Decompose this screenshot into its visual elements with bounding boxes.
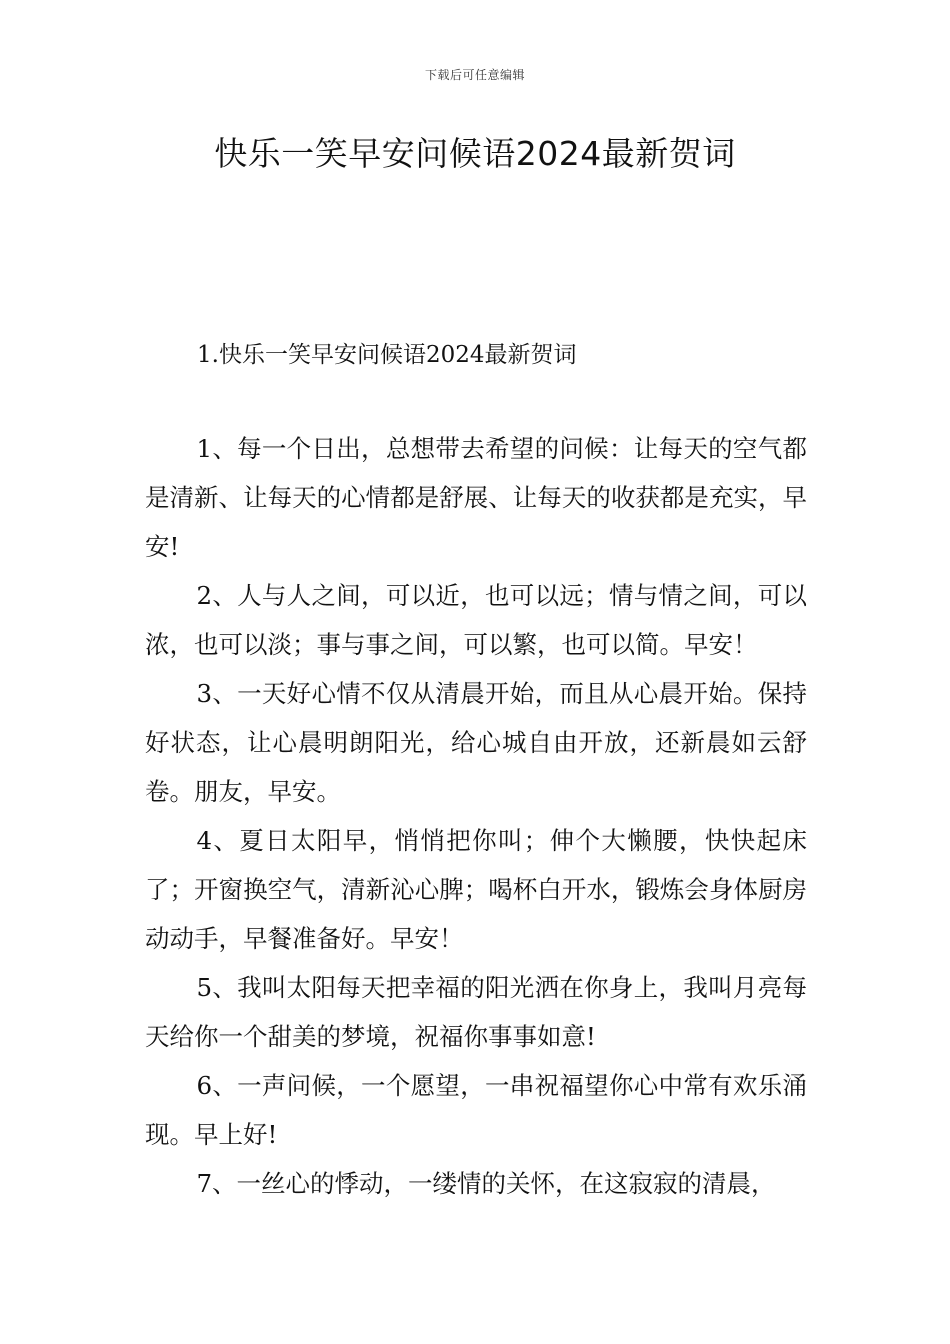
paragraph: 5、我叫太阳每天把幸福的阳光洒在你身上，我叫月亮每天给你一个甜美的梦境，祝福你事事如意! (145, 973, 807, 1051)
paragraph: 3、一天好心情不仅从清晨开始，而且从心晨开始。保持好状态，让心晨明朗阳光，给心城自由开放，还新晨如云舒卷。朋友，早安。 (145, 679, 807, 806)
paragraph: 4、夏日太阳早，悄悄把你叫；伸个大懒腰，快快起床了；开窗换空气，清新沁心脾；喝杯白开水，锻炼会身体厨房动动手，早餐准备好。早安！ (145, 826, 807, 953)
paragraph: 1、每一个日出，总想带去希望的问候：让每天的空气都是清新、让每天的心情都是舒展、让每天的收获都是充实，早安! (145, 434, 807, 561)
paragraph: 6、一声问候，一个愿望，一串祝福望你心中常有欢乐涌现。早上好! (145, 1071, 807, 1149)
paragraph: 2、人与人之间，可以近，也可以远；情与情之间，可以浓，也可以淡；事与事之间，可以繁，也可以简。早安！ (145, 581, 807, 659)
paragraph: 7、一丝心的悸动，一缕情的关怀，在这寂寂的清晨， (196, 1169, 776, 1198)
header-note: 下载后可任意编辑 (424, 68, 525, 82)
document-title: 快乐一笑早安问候语2024最新贺词 (214, 134, 736, 173)
section-heading: 1.快乐一笑早安问候语2024最新贺词 (197, 342, 577, 368)
document-body (145, 424, 807, 1208)
